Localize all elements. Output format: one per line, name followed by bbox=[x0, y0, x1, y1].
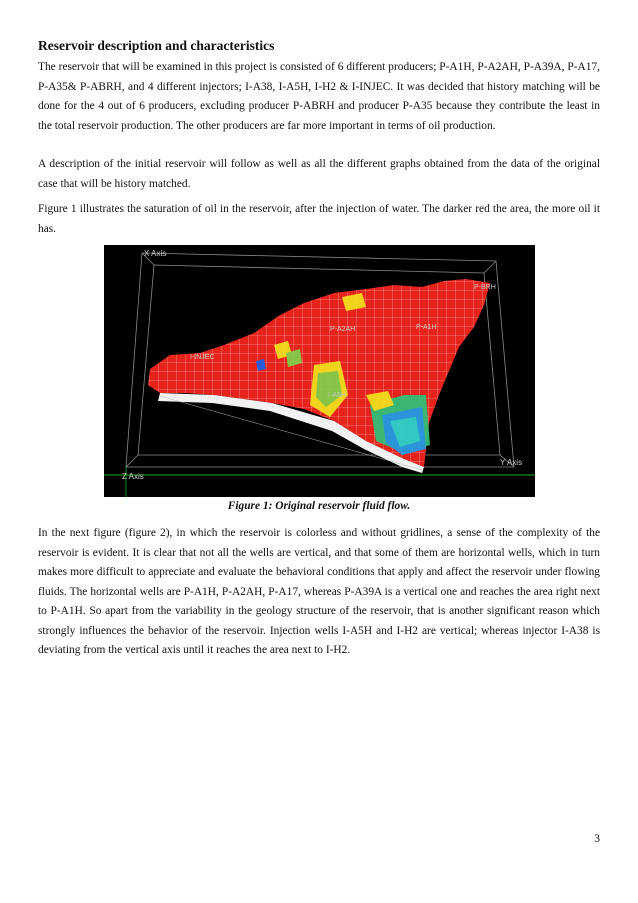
well-label-i-a5h: I-A5H bbox=[328, 392, 346, 399]
figure-reservoir-image bbox=[104, 245, 535, 497]
reservoir-render bbox=[104, 245, 535, 497]
well-label-i-injec: I-INJEC bbox=[190, 354, 215, 361]
figure-caption: Figure 1: Original reservoir fluid flow. bbox=[227, 500, 411, 512]
y-axis-label: Y Axis bbox=[500, 458, 523, 467]
well-label-p-brh: P-BRH bbox=[474, 284, 496, 291]
paragraph-reservoir-wells: The reservoir that will be examined in this project is consisted of 6 different producers; P-A1H, P-A2AH, P-A39A, P-A17, P-A35& P-ABRH, and 4 different injectors; I-A38, I-A5H, I-H2 & I-INJEC. It was decided that history matching will be done for the 4 out of 6 producers, excluding producer P-ABRH and producer P-A35 because they contribute the least in the total reservoir production. The other producers are far more important in terms of oil production. bbox=[38, 61, 600, 132]
section-heading: Reservoir description and characteristics bbox=[38, 38, 275, 53]
paragraph-figure2-discussion: In the next figure (figure 2), in which the reservoir is colorless and without gridlines, a sense of the complexity of the reservoir is evident. It is clear that not all the wells are vertical, and that some of them are horizontal wells, which in turn makes more difficult to appreciate and evaluate the behavioral conditions that apply and affect the reservoir under flowing fluids. The horizontal wells are P-A1H, P-A2AH, P-A17, whereas P-A39A is a vertical one and reaches the area right next to P-A1H. So apart from the variability in the geology structure of the reservoir, that is another significant reason which strongly influences the behavior of the reservoir. Injection wells I-A5H and I-H2 are vertical; whereas injector I-A38 is deviating from the vertical axis until it reaches the area next to I-H2. bbox=[38, 527, 600, 656]
well-label-p-a2ah: P-A2AH bbox=[330, 326, 356, 333]
paragraph-figure1-intro: Figure 1 illustrates the saturation of oil in the reservoir, after the injection of water. The darker red the area, the more oil it has. bbox=[38, 203, 600, 235]
x-axis-label: X Axis bbox=[144, 249, 167, 258]
z-axis-label: Z Axis bbox=[122, 472, 144, 481]
page-number: 3 bbox=[594, 833, 600, 845]
well-label-p-a1h: P-A1H bbox=[416, 324, 437, 331]
paragraph-description-intro: A description of the initial reservoir will follow as well as all the different graphs obtained from the data of the original case that will be history matched. bbox=[38, 158, 600, 190]
